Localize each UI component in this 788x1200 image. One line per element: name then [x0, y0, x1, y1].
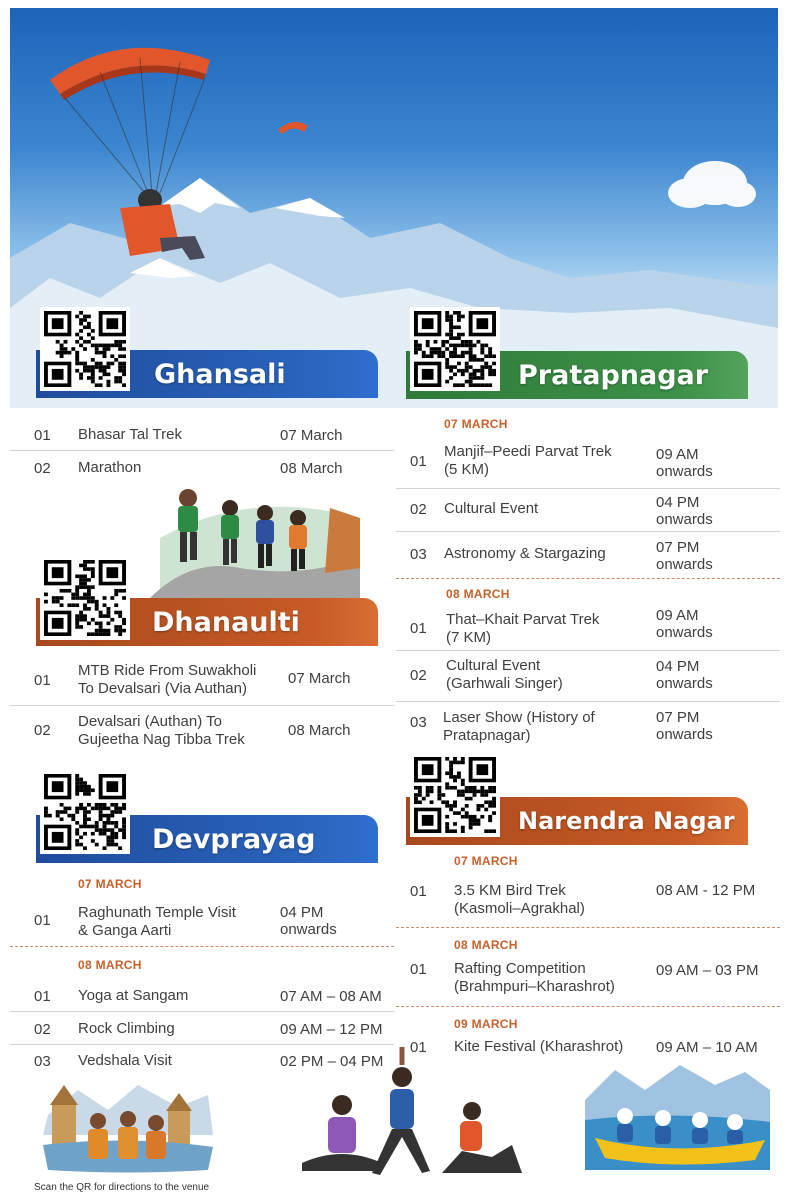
- row-divider: [396, 650, 780, 651]
- event-time: 08 March: [280, 459, 343, 477]
- table-row: [34, 457, 394, 479]
- event-name: [78, 662, 256, 698]
- event-time: 07 March: [288, 670, 351, 687]
- event-time-line1: 07 PM: [656, 539, 700, 556]
- row-number: 01: [410, 961, 427, 978]
- table-row: [34, 1018, 394, 1040]
- event-name: [446, 611, 599, 647]
- event-time: [656, 709, 713, 743]
- event-time-line2: onwards: [280, 921, 337, 938]
- event-name-line1: Devalsari (Authan) To: [78, 713, 222, 730]
- event-name: [454, 882, 585, 918]
- date-heading: 09 MARCH: [454, 1017, 518, 1031]
- event-name: [78, 713, 245, 749]
- row-number: 01: [410, 620, 427, 637]
- qr-code-icon[interactable]: [410, 307, 500, 391]
- event-time: [656, 494, 713, 528]
- event-name-line2: (Brahmpuri–Kharashrot): [454, 978, 615, 995]
- event-name-line1: 3.5 KM Bird Trek: [454, 882, 566, 899]
- row-number: 02: [410, 667, 427, 684]
- event-name: [444, 443, 612, 479]
- date-heading: 07 MARCH: [444, 417, 508, 431]
- event-time: 07 March: [280, 426, 343, 444]
- event-time-line1: 09 AM: [656, 446, 699, 463]
- event-name-line2: (Garhwali Singer): [446, 675, 563, 692]
- narendra-nagar-title: Narendra Nagar: [518, 807, 735, 835]
- row-number: 02: [34, 1020, 51, 1038]
- row-number: 01: [34, 987, 51, 1005]
- row-number: 01: [410, 883, 427, 900]
- event-name: Rock Climbing: [78, 1020, 175, 1037]
- table-row: [410, 657, 780, 695]
- row-number: 01: [34, 672, 51, 689]
- table-row: [410, 539, 780, 575]
- event-name: Yoga at Sangam: [78, 987, 189, 1004]
- event-time: 02 PM – 04 PM: [280, 1052, 384, 1070]
- event-time-line1: 04 PM: [280, 904, 324, 921]
- date-heading: 08 MARCH: [78, 958, 142, 972]
- row-divider: [10, 1011, 394, 1012]
- event-name-line1: Manjif–Peedi Parvat Trek: [444, 443, 612, 460]
- row-number: 01: [34, 912, 51, 929]
- event-time-line1: 07 PM: [656, 709, 700, 726]
- row-divider: [10, 705, 394, 706]
- table-row: [34, 713, 394, 751]
- table-row: [34, 985, 394, 1007]
- event-name-line1: Laser Show (History of: [443, 709, 595, 726]
- event-time-line1: 04 PM: [656, 658, 700, 675]
- event-time: 09 AM – 03 PM: [656, 962, 759, 979]
- event-name: Vedshala Visit: [78, 1052, 172, 1069]
- event-name-line1: Raghunath Temple Visit: [78, 904, 236, 921]
- table-row: [410, 709, 780, 747]
- event-name: Astronomy & Stargazing: [444, 545, 606, 562]
- event-name-line2: & Ganga Aarti: [78, 922, 172, 939]
- event-name-line1: That–Khait Parvat Trek: [446, 611, 600, 628]
- row-number: 02: [410, 501, 427, 518]
- row-number: 01: [34, 426, 51, 444]
- row-number: 01: [410, 453, 427, 470]
- event-name: [454, 960, 615, 996]
- table-row: [410, 960, 780, 998]
- date-heading: 08 MARCH: [454, 938, 518, 952]
- event-time: [280, 904, 337, 938]
- event-name: Bhasar Tal Trek: [78, 426, 182, 443]
- row-number: 03: [410, 546, 427, 563]
- qr-code-icon[interactable]: [40, 307, 130, 391]
- table-row: [410, 882, 780, 920]
- yoga-illustration: [282, 1045, 532, 1185]
- row-number: 02: [34, 722, 51, 739]
- qr-code-icon[interactable]: [40, 556, 130, 640]
- table-row: [410, 607, 780, 649]
- event-time: 09 AM – 10 AM: [656, 1038, 758, 1056]
- row-divider: [10, 450, 394, 451]
- event-name: Kite Festival (Kharashrot): [454, 1038, 624, 1055]
- event-time-line2: onwards: [656, 624, 713, 641]
- row-divider: [396, 488, 780, 489]
- event-name: [443, 709, 595, 745]
- event-time-line2: onwards: [656, 511, 713, 528]
- table-row: [410, 494, 780, 530]
- event-name: Marathon: [78, 459, 142, 476]
- event-name-line2: To Devalsari (Via Authan): [78, 680, 247, 697]
- event-name: [78, 904, 236, 940]
- event-time: 07 AM – 08 AM: [280, 987, 382, 1005]
- event-time: [656, 539, 713, 573]
- event-name-line1: Rafting Competition: [454, 960, 586, 977]
- row-number: 03: [34, 1052, 51, 1070]
- event-name-line1: MTB Ride From Suwakholi: [78, 662, 257, 679]
- date-divider: [396, 578, 780, 579]
- date-divider: [10, 946, 394, 947]
- event-name-line2: Pratapnagar): [443, 727, 531, 744]
- event-time: [656, 607, 713, 641]
- table-row: [34, 662, 394, 700]
- devprayag-title: Devprayag: [152, 823, 316, 855]
- event-time-line1: 04 PM: [656, 494, 700, 511]
- pratapnagar-title: Pratapnagar: [518, 359, 709, 391]
- table-row: [34, 424, 394, 446]
- qr-code-icon[interactable]: [410, 753, 500, 837]
- event-time-line2: onwards: [656, 463, 713, 480]
- event-name: [446, 657, 563, 693]
- rafting-illustration: [585, 1060, 770, 1170]
- event-time: 08 March: [288, 722, 351, 739]
- event-time: [656, 446, 713, 480]
- date-divider: [396, 1006, 780, 1007]
- event-time-line2: onwards: [656, 556, 713, 573]
- row-number: 01: [410, 1038, 427, 1056]
- event-time: 09 AM – 12 PM: [280, 1020, 383, 1038]
- table-row: [34, 904, 394, 940]
- row-number: 03: [410, 714, 427, 731]
- event-time-line2: onwards: [656, 675, 713, 692]
- table-row: [410, 443, 780, 481]
- date-divider: [396, 927, 780, 928]
- event-time-line1: 09 AM: [656, 607, 699, 624]
- row-number: 02: [34, 459, 51, 477]
- runners-illustration: [130, 478, 370, 598]
- date-heading: 07 MARCH: [78, 877, 142, 891]
- event-name-line2: (7 KM): [446, 629, 491, 646]
- date-heading: 07 MARCH: [454, 854, 518, 868]
- event-name-line2: Gujeetha Nag Tibba Trek: [78, 731, 245, 748]
- dhanaulti-title: Dhanaulti: [152, 606, 300, 638]
- date-heading: 08 MARCH: [446, 587, 510, 601]
- qr-code-icon[interactable]: [40, 770, 130, 854]
- table-row: [410, 1036, 780, 1058]
- row-divider: [396, 531, 780, 532]
- temple-illustration: [38, 1075, 218, 1175]
- ghansali-title: Ghansali: [154, 358, 286, 390]
- row-divider: [396, 701, 780, 702]
- event-name: Cultural Event: [444, 500, 539, 517]
- event-name-line1: Cultural Event: [446, 657, 541, 674]
- event-time: [656, 658, 713, 692]
- event-time-line2: onwards: [656, 726, 713, 743]
- footnote: Scan the QR for directions to the venue: [34, 1182, 210, 1193]
- event-name-line2: (5 KM): [444, 461, 489, 478]
- event-name-line2: (Kasmoli–Agrakhal): [454, 900, 585, 917]
- event-time: 08 AM - 12 PM: [656, 882, 756, 899]
